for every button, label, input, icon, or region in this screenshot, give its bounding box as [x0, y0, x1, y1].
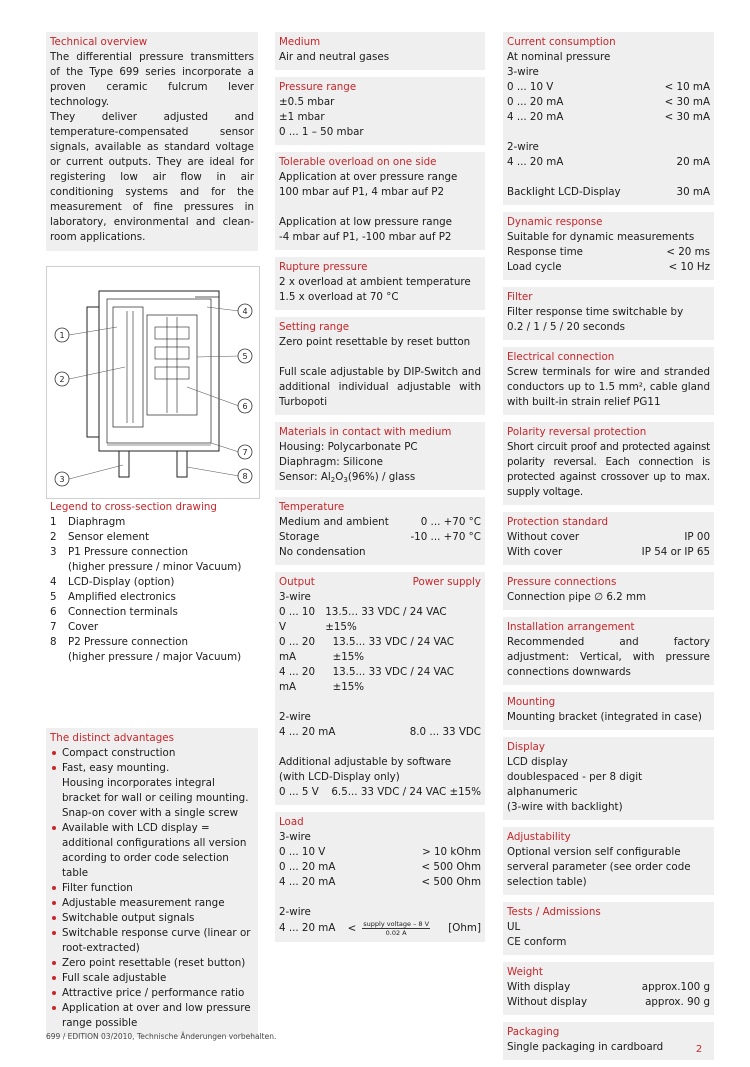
section-title: Display	[507, 741, 545, 753]
line: Suitable for dynamic measurements	[507, 231, 695, 243]
section-title: Rupture pressure	[279, 261, 368, 273]
legend-item: (higher pressure / minor Vacuum)	[68, 561, 242, 573]
line: 100 mbar auf P1, 4 mbar auf P2	[279, 186, 445, 198]
temp-row: No condensation	[279, 546, 366, 558]
line: CE conform	[507, 936, 567, 948]
advantages-list	[50, 746, 254, 1031]
text: Mounting bracket (integrated in case)	[507, 711, 702, 723]
advantages-section	[46, 728, 258, 1037]
advantage-item: Zero point resettable (reset button)	[50, 956, 254, 971]
advantage-item: Available with LCD display = additional configurations all version acording to order code selection table	[50, 821, 254, 881]
section-title: Installation arrangement	[507, 621, 635, 633]
medium-section	[275, 32, 485, 70]
legend-item: 3 P1 Pressure connection	[50, 546, 189, 558]
current-row: Backlight LCD-Display 30 mA	[507, 186, 710, 198]
electrical-section	[503, 347, 714, 415]
section-title: Medium	[279, 36, 321, 48]
line: Filter response time switchable by	[507, 306, 684, 318]
advantage-item: Full scale adjustable	[50, 971, 254, 986]
dynamic-row: Load cycle < 10 Hz	[507, 261, 710, 273]
output-row: 4 ... 20 mA 13.5... 33 VDC / 24 VAC ±15%	[279, 666, 454, 693]
sensor-line: Sensor: $Al_2O_3(96\%)$ / glass	[279, 471, 416, 484]
advantage-item: Adjustable measurement range	[50, 896, 254, 911]
callout-8: 8	[242, 472, 248, 481]
line: 1.5 x overload at 70 °C	[279, 291, 399, 303]
column-middle	[275, 32, 485, 949]
advantage-item: Fast, easy mounting. Housing incorporates integral bracket for wall or ceiling mounting. Snap-on cover with a single screw	[50, 761, 254, 821]
section-title: Weight	[507, 966, 543, 978]
section-title: Tolerable overload on one side	[279, 156, 437, 168]
protection-row: With cover IP 54 or IP 65	[507, 546, 710, 558]
output-row: 0 ... 10 V 13.5... 33 VDC / 24 VAC ±15%	[279, 606, 447, 633]
output-header: Output Power supply	[279, 576, 481, 588]
current-row: 4 ... 20 mA 20 mA	[507, 156, 710, 168]
label: 3-wire	[507, 66, 539, 78]
legend-item: 5 Amplified electronics	[50, 591, 176, 603]
output-row: 0 ... 5 V 6.5... 33 VDC / 24 VAC ±15%	[279, 786, 481, 798]
advantages-column	[46, 728, 258, 1045]
load-fraction: $\frac{\text{supply voltage – 8 V}}{0.02 A}$	[363, 920, 430, 937]
section-title: Temperature	[279, 501, 345, 513]
label: 3-wire	[279, 831, 311, 843]
current-row: 4 ... 20 mA < 30 mA	[507, 111, 710, 123]
line: 0 ... 1 – 50 mbar	[279, 126, 364, 138]
pressure-range-section	[275, 77, 485, 145]
protection-section	[503, 512, 714, 565]
legend-item: 1 Diaphragm	[50, 516, 126, 528]
advantage-item: Compact construction	[50, 746, 254, 761]
line: Zero point resettable by reset button	[279, 336, 471, 348]
footer-text: 699 / EDITION 03/2010, Technische Änderungen vorbehalten.	[46, 1032, 277, 1041]
column-right	[503, 32, 714, 1067]
cross-section-drawing	[46, 266, 260, 499]
advantages-title: The distinct advantages	[50, 732, 174, 744]
load-section	[275, 812, 485, 942]
legend-list	[50, 515, 258, 665]
section-title: Current consumption	[507, 36, 616, 48]
text: Single packaging in cardboard	[507, 1041, 664, 1053]
text: Screw terminals for wire and stranded conductors up to 1.5 mm², cable gland with built-in strain relief PG11	[507, 366, 710, 408]
line: doublespaced - per 8 digit alphanumeric	[507, 771, 643, 798]
legend-item: 8 P2 Pressure connection	[50, 636, 189, 648]
text: Short circuit proof and protected against polarity reversal. Each connection is protected against crossover up to max. supply voltage.	[507, 441, 710, 498]
line: 0.2 / 1 / 5 / 20 seconds	[507, 321, 625, 333]
legend-title: Legend to cross-section drawing	[50, 501, 217, 513]
pressure-connections-section	[503, 572, 714, 610]
packaging-section	[503, 1022, 714, 1060]
advantage-item: Switchable response curve (linear or root-extracted)	[50, 926, 254, 956]
text: Connection pipe ∅ 6.2 mm	[507, 591, 647, 603]
section-title: Adjustability	[507, 831, 571, 843]
section-title: Mounting	[507, 696, 556, 708]
line: ±0.5 mbar	[279, 96, 335, 108]
polarity-section	[503, 422, 714, 505]
text: Recommended and factory adjustment: Vertical, with pressure connections downwards	[507, 636, 710, 678]
legend-item: (higher pressure / major Vacuum)	[68, 651, 242, 663]
section-title: Polarity reversal protection	[507, 426, 647, 438]
callout-5: 5	[242, 352, 248, 361]
line: Application at over pressure range	[279, 171, 458, 183]
technical-overview-section	[46, 32, 258, 251]
line: -4 mbar auf P1, -100 mbar auf P2	[279, 231, 452, 243]
adjustability-section	[503, 827, 714, 895]
overview-text: The differential pressure transmitters of the Type 699 series incorporate a proven ceramic fulcrum lever technology. They deliver adjusted and temperature-compensated sensor signals, available as standard voltage or current outputs. They are ideal for registering low air flow in air conditioning systems and for the measurement of fine pressures in laboratory, environmental and clean-room applications.	[50, 51, 254, 243]
line: Full scale adjustable by DIP-Switch and additional individual adjustable with Turbopoti	[279, 366, 481, 408]
legend-item: 4 LCD-Display (option)	[50, 576, 175, 588]
load-row: 0 ... 20 mA < 500 Ohm	[279, 861, 481, 873]
installation-section	[503, 617, 714, 685]
output-section	[275, 572, 485, 805]
section-title: Setting range	[279, 321, 350, 333]
section-title: Pressure range	[279, 81, 357, 93]
output-row: 0 ... 20 mA 13.5... 33 VDC / 24 VAC ±15%	[279, 636, 454, 663]
load-row: 0 ... 10 V > 10 kOhm	[279, 846, 481, 858]
setting-range-section	[275, 317, 485, 415]
current-section	[503, 32, 714, 205]
load-formula-row: 4 ... 20 mA < $\frac{\text{supply voltage – 8 V}}{0.02 A}$ [Ohm]	[279, 920, 481, 937]
load-row: 4 ... 20 mA < 500 Ohm	[279, 876, 481, 888]
output-row: 4 ... 20 mA 8.0 ... 33 VDC	[279, 726, 481, 738]
section-title: Protection standard	[507, 516, 609, 528]
filter-section	[503, 287, 714, 340]
temperature-section	[275, 497, 485, 565]
section-title: Materials in contact with medium	[279, 426, 452, 438]
protection-row: Without cover IP 00	[507, 531, 710, 543]
legend-item: 7 Cover	[50, 621, 99, 633]
callout-3: 3	[59, 475, 65, 484]
line: LCD display	[507, 756, 568, 768]
housing-line: Housing: Polycarbonate PC	[279, 441, 418, 453]
text: Optional version self configurable serveral parameter (see order code selection table)	[507, 846, 691, 888]
temp-row: Storage -10 ... +70 °C	[279, 531, 481, 543]
current-row: 0 ... 10 V < 10 mA	[507, 81, 710, 93]
tests-section	[503, 902, 714, 955]
dynamic-row: Response time < 20 ms	[507, 246, 710, 258]
section-title: Packaging	[507, 1026, 560, 1038]
callout-2: 2	[59, 375, 65, 384]
section-title: Electrical connection	[507, 351, 615, 363]
current-row: 0 ... 20 mA < 30 mA	[507, 96, 710, 108]
label: 3-wire	[279, 591, 311, 603]
weight-row: With display approx.100 g	[507, 981, 710, 993]
line: ±1 mbar	[279, 111, 325, 123]
line: 2 x overload at ambient temperature	[279, 276, 471, 288]
advantage-item: Attractive price / performance ratio	[50, 986, 254, 1001]
section-title: Technical overview	[50, 36, 148, 48]
column-left	[46, 32, 258, 259]
weight-section	[503, 962, 714, 1015]
line: UL	[507, 921, 521, 933]
section-title: Dynamic response	[507, 216, 603, 228]
line: (with LCD-Display only)	[279, 771, 400, 783]
legend-column	[46, 500, 258, 665]
mounting-section	[503, 692, 714, 730]
advantage-item: Filter function	[50, 881, 254, 896]
legend-item: 2 Sensor element	[50, 531, 150, 543]
callout-7: 7	[242, 448, 248, 457]
diaphragm-line: Diaphragm: Silicone	[279, 456, 383, 468]
overload-section	[275, 152, 485, 250]
page-number: 2	[684, 1040, 714, 1060]
weight-row: Without display approx. 90 g	[507, 996, 710, 1008]
line: Application at low pressure range	[279, 216, 452, 228]
advantage-item: Switchable output signals	[50, 911, 254, 926]
callout-6: 6	[242, 402, 248, 411]
materials-section	[275, 422, 485, 490]
rupture-section	[275, 257, 485, 310]
label: 2-wire	[279, 711, 311, 723]
line: (3-wire with backlight)	[507, 801, 623, 813]
label: 2-wire	[279, 906, 311, 918]
line: At nominal pressure	[507, 51, 611, 63]
line: Additional adjustable by software	[279, 756, 452, 768]
advantage-item: Application at over and low pressure range possible	[50, 1001, 254, 1031]
dynamic-section	[503, 212, 714, 280]
section-title: Tests / Admissions	[507, 906, 601, 918]
cross-section-svg	[47, 267, 259, 498]
section-title: Pressure connections	[507, 576, 617, 588]
legend-item: 6 Connection terminals	[50, 606, 178, 618]
callout-4: 4	[242, 307, 248, 316]
callout-1: 1	[59, 331, 65, 340]
label: 2-wire	[507, 141, 539, 153]
display-section	[503, 737, 714, 820]
temp-row: Medium and ambient 0 ... +70 °C	[279, 516, 481, 528]
section-title: Load	[279, 816, 304, 828]
section-title: Filter	[507, 291, 533, 303]
medium-text: Air and neutral gases	[279, 51, 390, 63]
